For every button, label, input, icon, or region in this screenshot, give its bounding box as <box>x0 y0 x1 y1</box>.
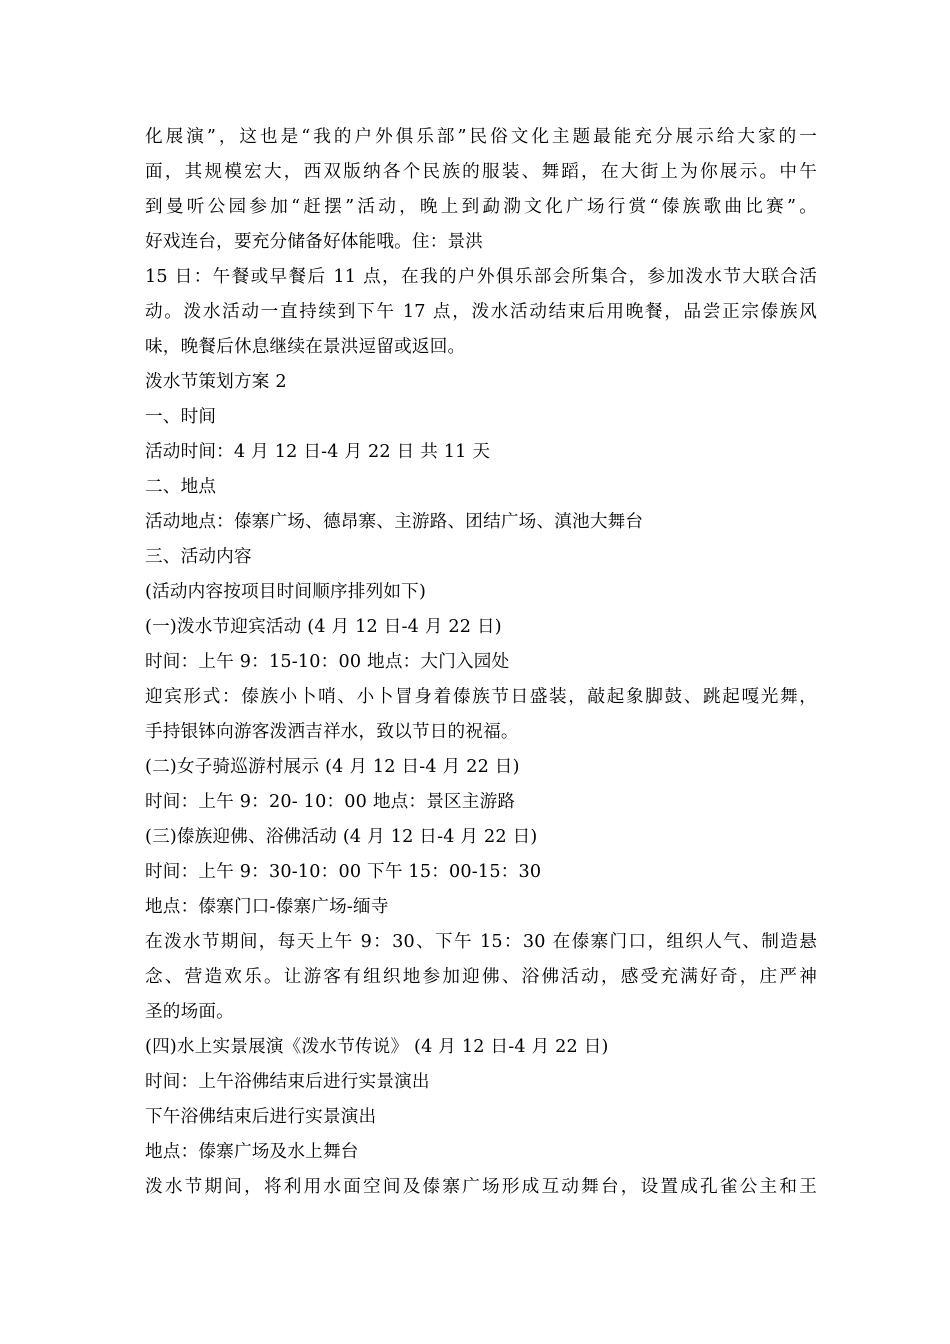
text-line: 15 日：午餐或早餐后 11 点，在我的户外俱乐部会所集合，参加泼水节大联合活 <box>145 267 817 287</box>
text-line: 好戏连台，要充分储备好体能哦。住：景洪 <box>145 232 484 252</box>
text-line: 在泼水节期间，每天上午 9：30、下午 15：30 在傣寨门口，组织人气、制造悬 <box>145 932 817 952</box>
text-line: 地点：傣寨门口-傣寨广场-缅寺 <box>145 897 389 917</box>
text-line: 泼水节策划方案 2 <box>145 372 287 392</box>
text-line: 圣的场面。 <box>145 1002 234 1022</box>
text-line: 念、营造欢乐。让游客有组织地参加迎佛、浴佛活动，感受充满好奇，庄严神 <box>145 967 817 987</box>
text-line: 泼水节期间，将利用水面空间及傣寨广场形成互动舞台，设置成孔雀公主和王 <box>145 1177 817 1197</box>
text-line: 味，晚餐后休息继续在景洪逗留或返回。 <box>145 337 466 357</box>
text-line: 地点：傣寨广场及水上舞台 <box>145 1142 359 1162</box>
text-line: 二、地点 <box>145 477 217 497</box>
text-line: 一、时间 <box>145 407 217 427</box>
text-line: 面，其规模宏大，西双版纳各个民族的服装、舞蹈，在大街上为你展示。中午 <box>145 162 817 182</box>
text-line: (二)女子骑巡游村展示 (4 月 12 日-4 月 22 日) <box>145 757 520 777</box>
text-line: 活动地点：傣寨广场、德昂寨、主游路、团结广场、滇池大舞台 <box>145 512 644 532</box>
text-line: (一)泼水节迎宾活动 (4 月 12 日-4 月 22 日) <box>145 617 502 637</box>
text-line: 迎宾形式：傣族小卜哨、小卜冒身着傣族节日盛装，敲起象脚鼓、跳起嘎光舞， <box>145 687 817 707</box>
text-line: 动。泼水活动一直持续到下午 17 点，泼水活动结束后用晚餐，品尝正宗傣族风 <box>145 302 817 322</box>
text-line: 到曼听公园参加“赶摆”活动，晚上到勐泐文化广场行赏“傣族歌曲比赛”。 <box>145 197 817 217</box>
text-line: 化展演”，这也是“我的户外俱乐部”民俗文化主题最能充分展示给大家的一 <box>145 127 817 147</box>
text-line: 活动时间：4 月 12 日-4 月 22 日 共 11 天 <box>145 442 491 462</box>
text-line: 手持银钵向游客泼洒吉祥水，致以节日的祝福。 <box>145 722 519 742</box>
text-line: 下午浴佛结束后进行实景演出 <box>145 1107 377 1127</box>
text-line: (三)傣族迎佛、浴佛活动 (4 月 12 日-4 月 22 日) <box>145 827 538 847</box>
text-line: 时间：上午 9：30-10：00 下午 15：00-15：30 <box>145 862 542 882</box>
text-line: 三、活动内容 <box>145 547 252 567</box>
text-line: 时间：上午 9：15-10：00 地点：大门入园处 <box>145 652 510 672</box>
text-line: 时间：上午 9：20- 10：00 地点：景区主游路 <box>145 792 516 812</box>
document-body <box>145 120 817 1205</box>
text-line: 时间：上午浴佛结束后进行实景演出 <box>145 1072 430 1092</box>
text-line: (活动内容按项目时间顺序排列如下) <box>145 582 427 602</box>
text-line: (四)水上实景展演《泼水节传说》 (4 月 12 日-4 月 22 日) <box>145 1037 609 1057</box>
